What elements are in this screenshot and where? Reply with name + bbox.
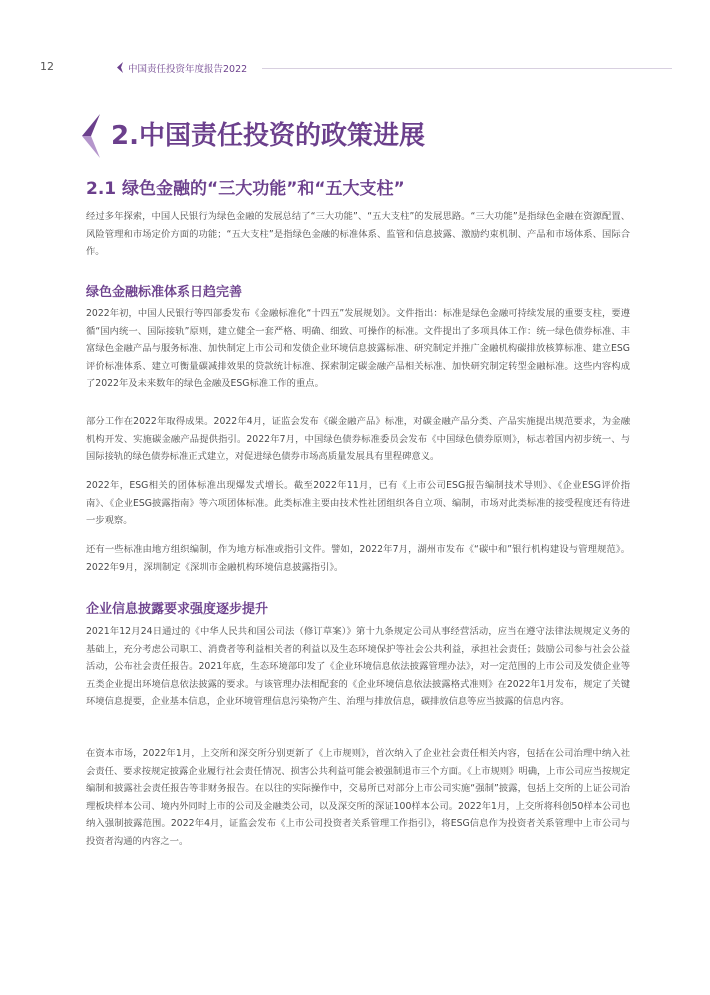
report-title: 中国责任投资年度报告2022 [128, 64, 248, 75]
chevron-logo-icon [116, 62, 124, 73]
paragraph: 2022年，ESG相关的团体标准出现爆发式增长。截至2022年11月，已有《上市公司ESG报告编制技术导则》、《企业ESG评价指南》、《企业ESG披露指南》等六项团体标准。此类标准主要由技术性社团组织各自立项、编制，市场对此类标准的接受程度还有待进一步观察。 [86, 480, 630, 527]
paragraph: 在资本市场，2022年1月，上交所和深交所分别更新了《上市规则》，首次纳入了企业社会责任相关内容，包括在公司治理中纳入社会责任、要求按规定披露企业履行社会责任情况、损害公共利益可能会被强制退市三个方面。《上市规则》明确，上市公司应当按规定编制和披露社会责任报告等非财务报告。在以往的实际操作中，交易所已对部分上市公司实施“强制”披露，包括上交所的上证公司治理板块样本公司、境内外同时上市的公司及金融类公司，以及深交所的深证100样本公司。2022年1月，上交所将科创50样本公司也纳入强制披露范围。2022年4月，证监会发布《上市公司投资者关系管理工作指引》，将ESG信息作为投资者关系管理中上市公司与投资者沟通的内容之一。 [86, 748, 630, 847]
paragraph: 2021年12月24日通过的《中华人民共和国公司法（修订草案）》第十九条规定公司从事经营活动，应当在遵守法律法规规定义务的基础上，充分考虑公司职工、消费者等利益相关者的利益以及生态环境保护等社会公共利益，承担社会责任；鼓励公司参与社会公益活动，公布社会责任报告。2021年底，生态环境部印发了《企业环境信息依法披露管理办法》，对一定范围的上市公司及发债企业等五类企业提出环境信息依法披露的要求。与该管理办法相配套的《企业环境信息依法披露格式准则》在2022年1月发布，规定了关键环境信息提要，企业基本信息，企业环境管理信息污染物产生、治理与排放信息，碳排放信息等应当披露的信息内容。 [86, 626, 630, 708]
block-heading-disclosure: 企业信息披露要求强度逐步提升 [86, 602, 269, 617]
header-divider [262, 68, 672, 69]
paragraph: 还有一些标准由地方组织编制，作为地方标准或指引文件。譬如，2022年7月，湖州市发布《“碳中和”银行机构建设与管理规范》。2022年9月，深圳制定《深圳市金融机构环境信息披露指引》。 [86, 544, 630, 573]
intro-paragraph: 经过多年探索，中国人民银行为绿色金融的发展总结了“三大功能”、“五大支柱”的发展思路。“三大功能”是指绿色金融在资源配置、风险管理和市场定价方面的功能；“五大支柱”是指绿色金融的标准体系、监管和信息披露、激励约束机制、产品和市场体系、国际合作。 [86, 211, 630, 258]
paragraph: 2022年初，中国人民银行等四部委发布《金融标准化“十四五”发展规划》。文件指出：标准是绿色金融可持续发展的重要支柱，要遵循“国内统一、国际接轨”原则，建立健全一套严格、明确、细致、可操作的标准。文件提出了多项具体工作：统一绿色债券标准、丰富绿色金融产品与服务标准、加快制定上市公司和发债企业环境信息披露标准、研究制定并推广金融机构碳排放核算标准、建立ESG评价标准体系、建立可衡量碳减排效果的贷款统计标准、探索制定碳金融产品相关标准、加快研究制定转型金融标准。这些内容构成了2022年及未来数年的绿色金融及ESG标准工作的重点。 [86, 308, 630, 390]
section-chevron-icon [80, 114, 102, 158]
page-header [40, 60, 672, 76]
paragraph: 部分工作在2022年取得成果。2022年4月，证监会发布《碳金融产品》标准，对碳金融产品分类、产品实施提出规范要求，为金融机构开发、实施碳金融产品提供指引。2022年7月，中国绿色债券标准委员会发布《中国绿色债券原则》，标志着国内初步统一、与国际接轨的绿色债券标准正式建立，对促进绿色债券市场高质量发展具有里程碑意义。 [86, 416, 630, 463]
subsection-title: 2.1 绿色金融的“三大功能”和“五大支柱” [86, 179, 405, 199]
block-heading-standards: 绿色金融标准体系日趋完善 [86, 285, 243, 300]
section-title: 2.中国责任投资的政策进展 [111, 121, 425, 151]
page-number: 12 [40, 60, 54, 73]
